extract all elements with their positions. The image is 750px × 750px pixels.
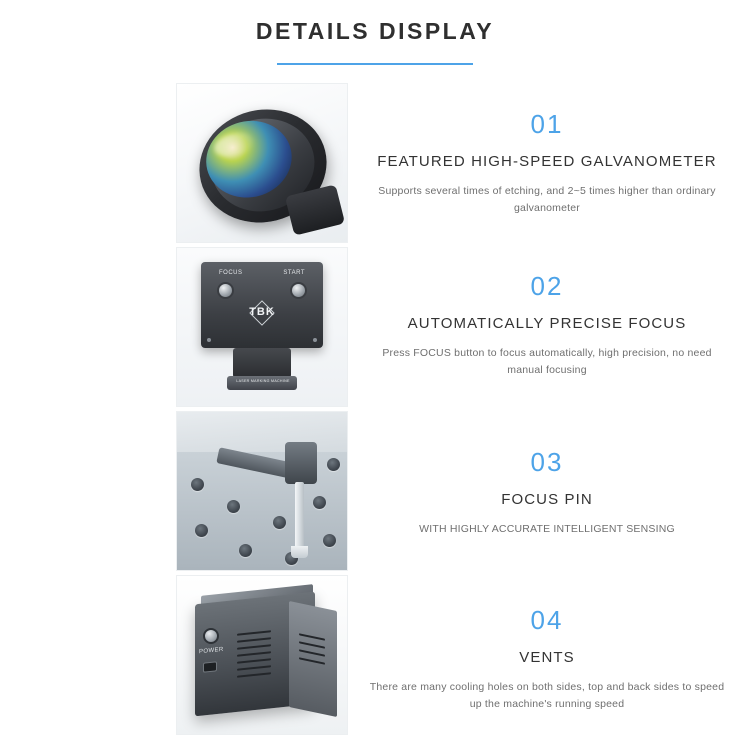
focus-button	[217, 282, 234, 299]
power-knob	[203, 628, 219, 644]
machine-side-shape	[289, 601, 337, 717]
feature-text-block	[348, 83, 750, 216]
feature-text-block	[348, 411, 750, 538]
focus-pin-shape	[295, 482, 304, 550]
feature-description: Press FOCUS button to focus automatically, high precision, no need manual focusing	[382, 347, 712, 376]
start-button	[290, 282, 307, 299]
feature-title: VENTS	[519, 649, 575, 666]
plate-hole	[239, 544, 252, 557]
plate-hole	[273, 516, 286, 529]
feature-list	[0, 83, 750, 739]
feature-description: WITH HIGHLY ACCURATE INTELLIGENT SENSING	[419, 523, 675, 536]
feature-text-block	[348, 247, 750, 378]
feature-title: FOCUS PIN	[501, 491, 593, 508]
feature-row	[0, 247, 750, 411]
galvanometer-lens-photo	[176, 83, 348, 243]
feature-description: There are many cooling holes on both sides, top and back sides to speed up the machine's running speed	[369, 681, 725, 710]
feature-title: AUTOMATICALLY PRECISE FOCUS	[407, 315, 687, 332]
feature-description: Supports several times of etching, and 2~5 times higher than ordinary galvanometer	[378, 185, 716, 214]
screw-icon	[313, 338, 317, 342]
plate-hole	[313, 496, 326, 509]
plate-hole	[227, 500, 240, 513]
page-header	[0, 0, 750, 65]
plate-hole	[191, 478, 204, 491]
plate-hole	[323, 534, 336, 547]
feature-number: 03	[530, 447, 564, 477]
footer-spacer	[0, 739, 750, 750]
vents-machine-photo	[176, 575, 348, 735]
start-button-label: START	[283, 270, 305, 276]
plate-hole	[327, 458, 340, 471]
feature-text-block	[348, 575, 750, 712]
focus-button-label: FOCUS	[219, 270, 243, 276]
feature-number: 01	[530, 109, 564, 139]
feature-row	[0, 83, 750, 247]
brand-logo-text: TBK	[249, 306, 275, 318]
device-small-print: LASER MARKING MACHINE	[236, 379, 290, 383]
feature-number: 02	[530, 271, 564, 301]
sensor-block-shape	[285, 442, 317, 484]
feature-row	[0, 575, 750, 739]
control-head-photo	[176, 247, 348, 407]
power-label: POWER	[199, 646, 224, 656]
plate-hole	[195, 524, 208, 537]
focus-pin-tip-shape	[291, 546, 308, 558]
focus-pin-photo	[176, 411, 348, 571]
lens-neck-shape	[233, 348, 291, 378]
feature-title: FEATURED HIGH-SPEED GALVANOMETER	[377, 153, 717, 170]
feature-number: 04	[530, 605, 564, 635]
screw-icon	[207, 338, 211, 342]
title-underline-divider	[277, 63, 473, 65]
power-port-icon	[203, 661, 217, 672]
page-title: DETAILS DISPLAY	[255, 18, 495, 44]
control-panel-shape	[201, 262, 323, 348]
feature-row	[0, 411, 750, 575]
